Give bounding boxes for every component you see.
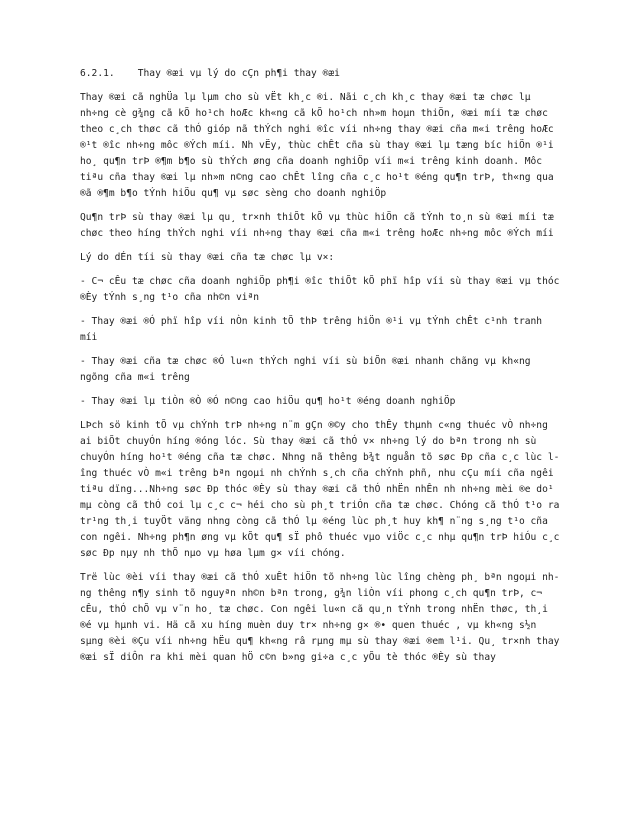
paragraph-history: LÞch sö kinh tÕ vµ chÝnh trÞ nh÷ng n¨m gÇn ®©y cho thÊy thµnh c«ng thuéc vÒ nh÷ng ai biÕt chuyÓn híng ®óng lóc. Sù thay ®æi cã thÓ v× nh÷ng lý do bªn trong nh sù chuyÓn híng ho¹t ®éng cña tæ chøc. Nhng nã thêng b¾t nguån tõ søc Ðp cña c¸c lùc lîng thuéc vÒ m«i trêng bªn ngoµi nh chÝnh s¸ch cña chÝnh phñ, nhu cÇu míi cña ngêi tiªu dïng...Nh÷ng søc Ðp thóc ®Èy sù thay ®æi cã thÓ nhËn nhÊn nh nh÷ng mèi ®e do¹ mµ còng cã thÓ coi lµ c¸c c¬ héi cho sù ph¸t triÓn cña tæ chøc. Chóng cã thÓ t¹o ra tr¹ng th¸i tuyÖt väng nhng còng cã thÓ lµ ®éng lùc ph¸t huy kh¶ n¨ng s¸ng t¹o cña con ngêi. Nh÷ng ph¶n øng vµ kÕt qu¶ sÏ phô thuéc vµo viÖc c¸c nhµ qu¶n trÞ hiÓu c¸c søc Ðp nµy nh thÕ nµo vµ høa lµm g× víi chóng. xyxy=(80,420,560,559)
paragraph-reasons-intro: Lý do dÉn tíi sù thay ®æi cña tæ chøc lµ v×: xyxy=(80,252,335,263)
paragraph-resistance: Trë lùc ®èi víi thay ®æi cã thÓ xuÊt hiÖn tõ nh÷ng lùc lîng chèng ph¸ bªn ngoµi nhng thêng n¶y sinh tõ nguyªn nh©n bªn trong, g¾n liÒn víi phong c¸ch qu¶n trÞ, c¬ cÊu, thÓ chÕ vµ v¨n ho¸ tæ chøc. Con ngêi lu«n cã qu¸n tÝnh trong nhËn thøc, th¸i ®é vµ hµnh vi. Hä cã xu híng muèn duy tr× nh÷ng g× ®• quen thuéc , vµ kh«ng s½n sµng ®èi ®Çu víi nh÷ng hËu qu¶ kh«ng râ rµng mµ sù thay ®æi ®em l¹i. Qu¸ tr×nh thay ®æi sÏ diÔn ra khi mèi quan hÖ c©n b»ng gi÷a c¸c yÕu tè thóc ®Èy sù thay xyxy=(80,572,560,663)
paragraph-change-management: Qu¶n trÞ sù thay ®æi lµ qu¸ tr×nh thiÕt kÕ vµ thùc hiÖn cã tÝnh to¸n sù ®æi míi tæ chøc theo híng thÝch nghi víi nh÷ng thay ®æi cña m«i trêng hoÆc nh÷ng môc ®Ých míi xyxy=(80,212,554,239)
section-heading: 6.2.1. Thay ®æi vµ lý do cÇn ph¶i thay ®æi xyxy=(80,68,340,79)
list-item-efficiency: - Thay ®æi lµ tiÒn ®Ò ®Ó n©ng cao hiÖu qu¶ ho¹t ®éng doanh nghiÖp xyxy=(80,396,456,407)
list-item-structure: - C¬ cÊu tæ chøc cña doanh nghiÖp ph¶i ®îc thiÕt kÕ phï hîp víi sù thay ®æi vµ thóc ®Èy tÝnh s¸ng t¹o cña nh©n viªn xyxy=(80,276,560,303)
paragraph-definition: Thay ®æi cã nghÜa lµ lµm cho sù vËt kh¸c ®i. Nãi c¸ch kh¸c thay ®æi tæ chøc lµ nh÷ng cè g¾ng cã kÕ ho¹ch hoÆc kh«ng cã kÕ ho¹ch nh»m hoµn thiÖn, ®æi míi tæ chøc theo c¸ch thøc cã thÓ gióp nã thÝch nghi ®îc víi nh÷ng thay ®æi cña m«i trêng hoÆc ®¹t ®îc nh÷ng môc ®Ých míi. Nh vËy, thùc chÊt cña sù thay ®æi lµ tæng bíc hiÖn ®¹i ho¸ qu¶n trÞ ®¶m b¶o sù thÝch øng cña doanh nghiÖp víi m«i trêng kinh doanh. Môc tiªu cña thay ®æi lµ nh»m n©ng cao chÊt lîng cña c¸c ho¹t ®éng qu¶n trÞ, th«ng qua ®ã ®¶m b¶o tÝnh hiÖu qu¶ vµ søc sèng cho doanh nghiÖp xyxy=(80,92,554,199)
list-item-market: - Thay ®æi ®Ó phï hîp víi nÒn kinh tÕ thÞ trêng hiÖn ®¹i vµ tÝnh chÊt c¹nh tranh míi xyxy=(80,316,543,343)
document-body xyxy=(80,66,560,674)
list-item-adaptation: - Thay ®æi cña tæ chøc ®Ó lu«n thÝch nghi víi sù biÕn ®æi nhanh chãng vµ kh«ng ngõng cña m«i trêng xyxy=(80,356,531,383)
